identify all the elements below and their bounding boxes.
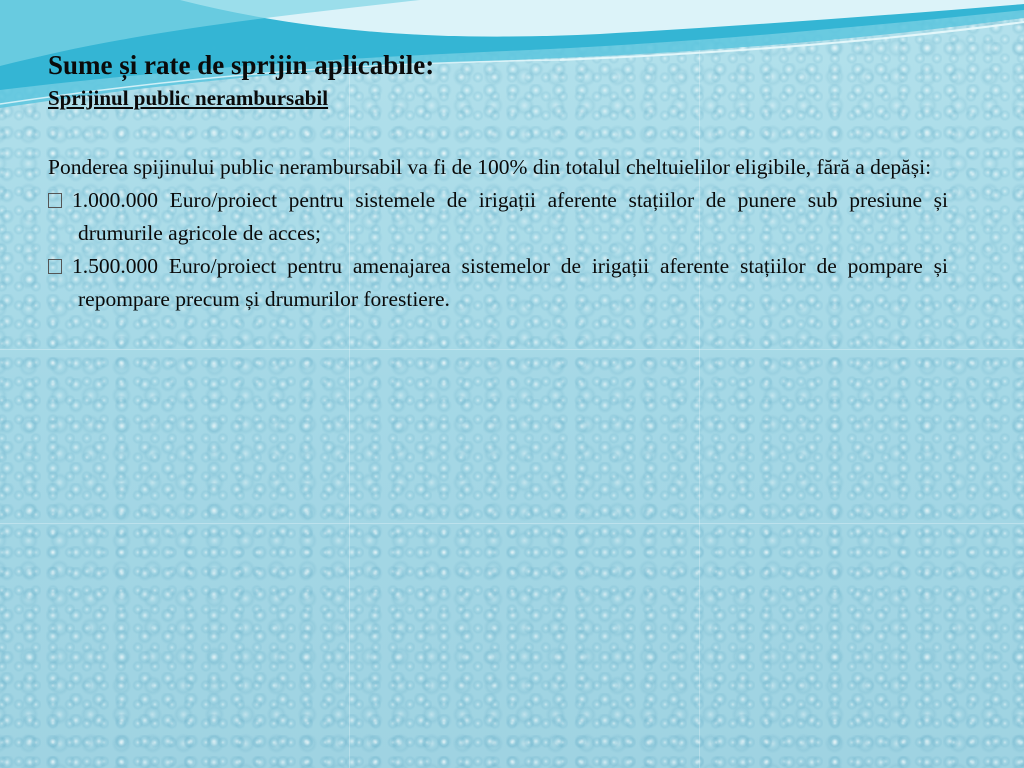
bullet-box-icon: [48, 193, 62, 208]
bullet-box-icon: [48, 259, 62, 274]
slide-subtitle: Sprijinul public nerambursabil: [48, 86, 329, 110]
list-item: [48, 250, 948, 316]
background-tile-seam: [0, 349, 1024, 350]
intro-paragraph: Ponderea spijinului public nerambursabil va fi de 100% din totalul cheltuielilor eligibile, fără a depăși:: [48, 155, 932, 179]
list-item-text: 1.000.000 Euro/proiect pentru sistemele de irigații aferente stațiilor de punere sub presiune și drumurile agricole de acces;: [72, 188, 948, 245]
slide-content: [48, 48, 948, 316]
list-item: [48, 184, 948, 250]
list-item-text: 1.500.000 Euro/proiect pentru amenajarea sistemelor de irigații aferente stațiilor de pompare și repompare precum și drumurilor forestiere.: [72, 254, 948, 311]
background-tile-seam: [0, 523, 1024, 524]
slide-title: Sume și rate de sprijin aplicabile:: [48, 50, 435, 80]
